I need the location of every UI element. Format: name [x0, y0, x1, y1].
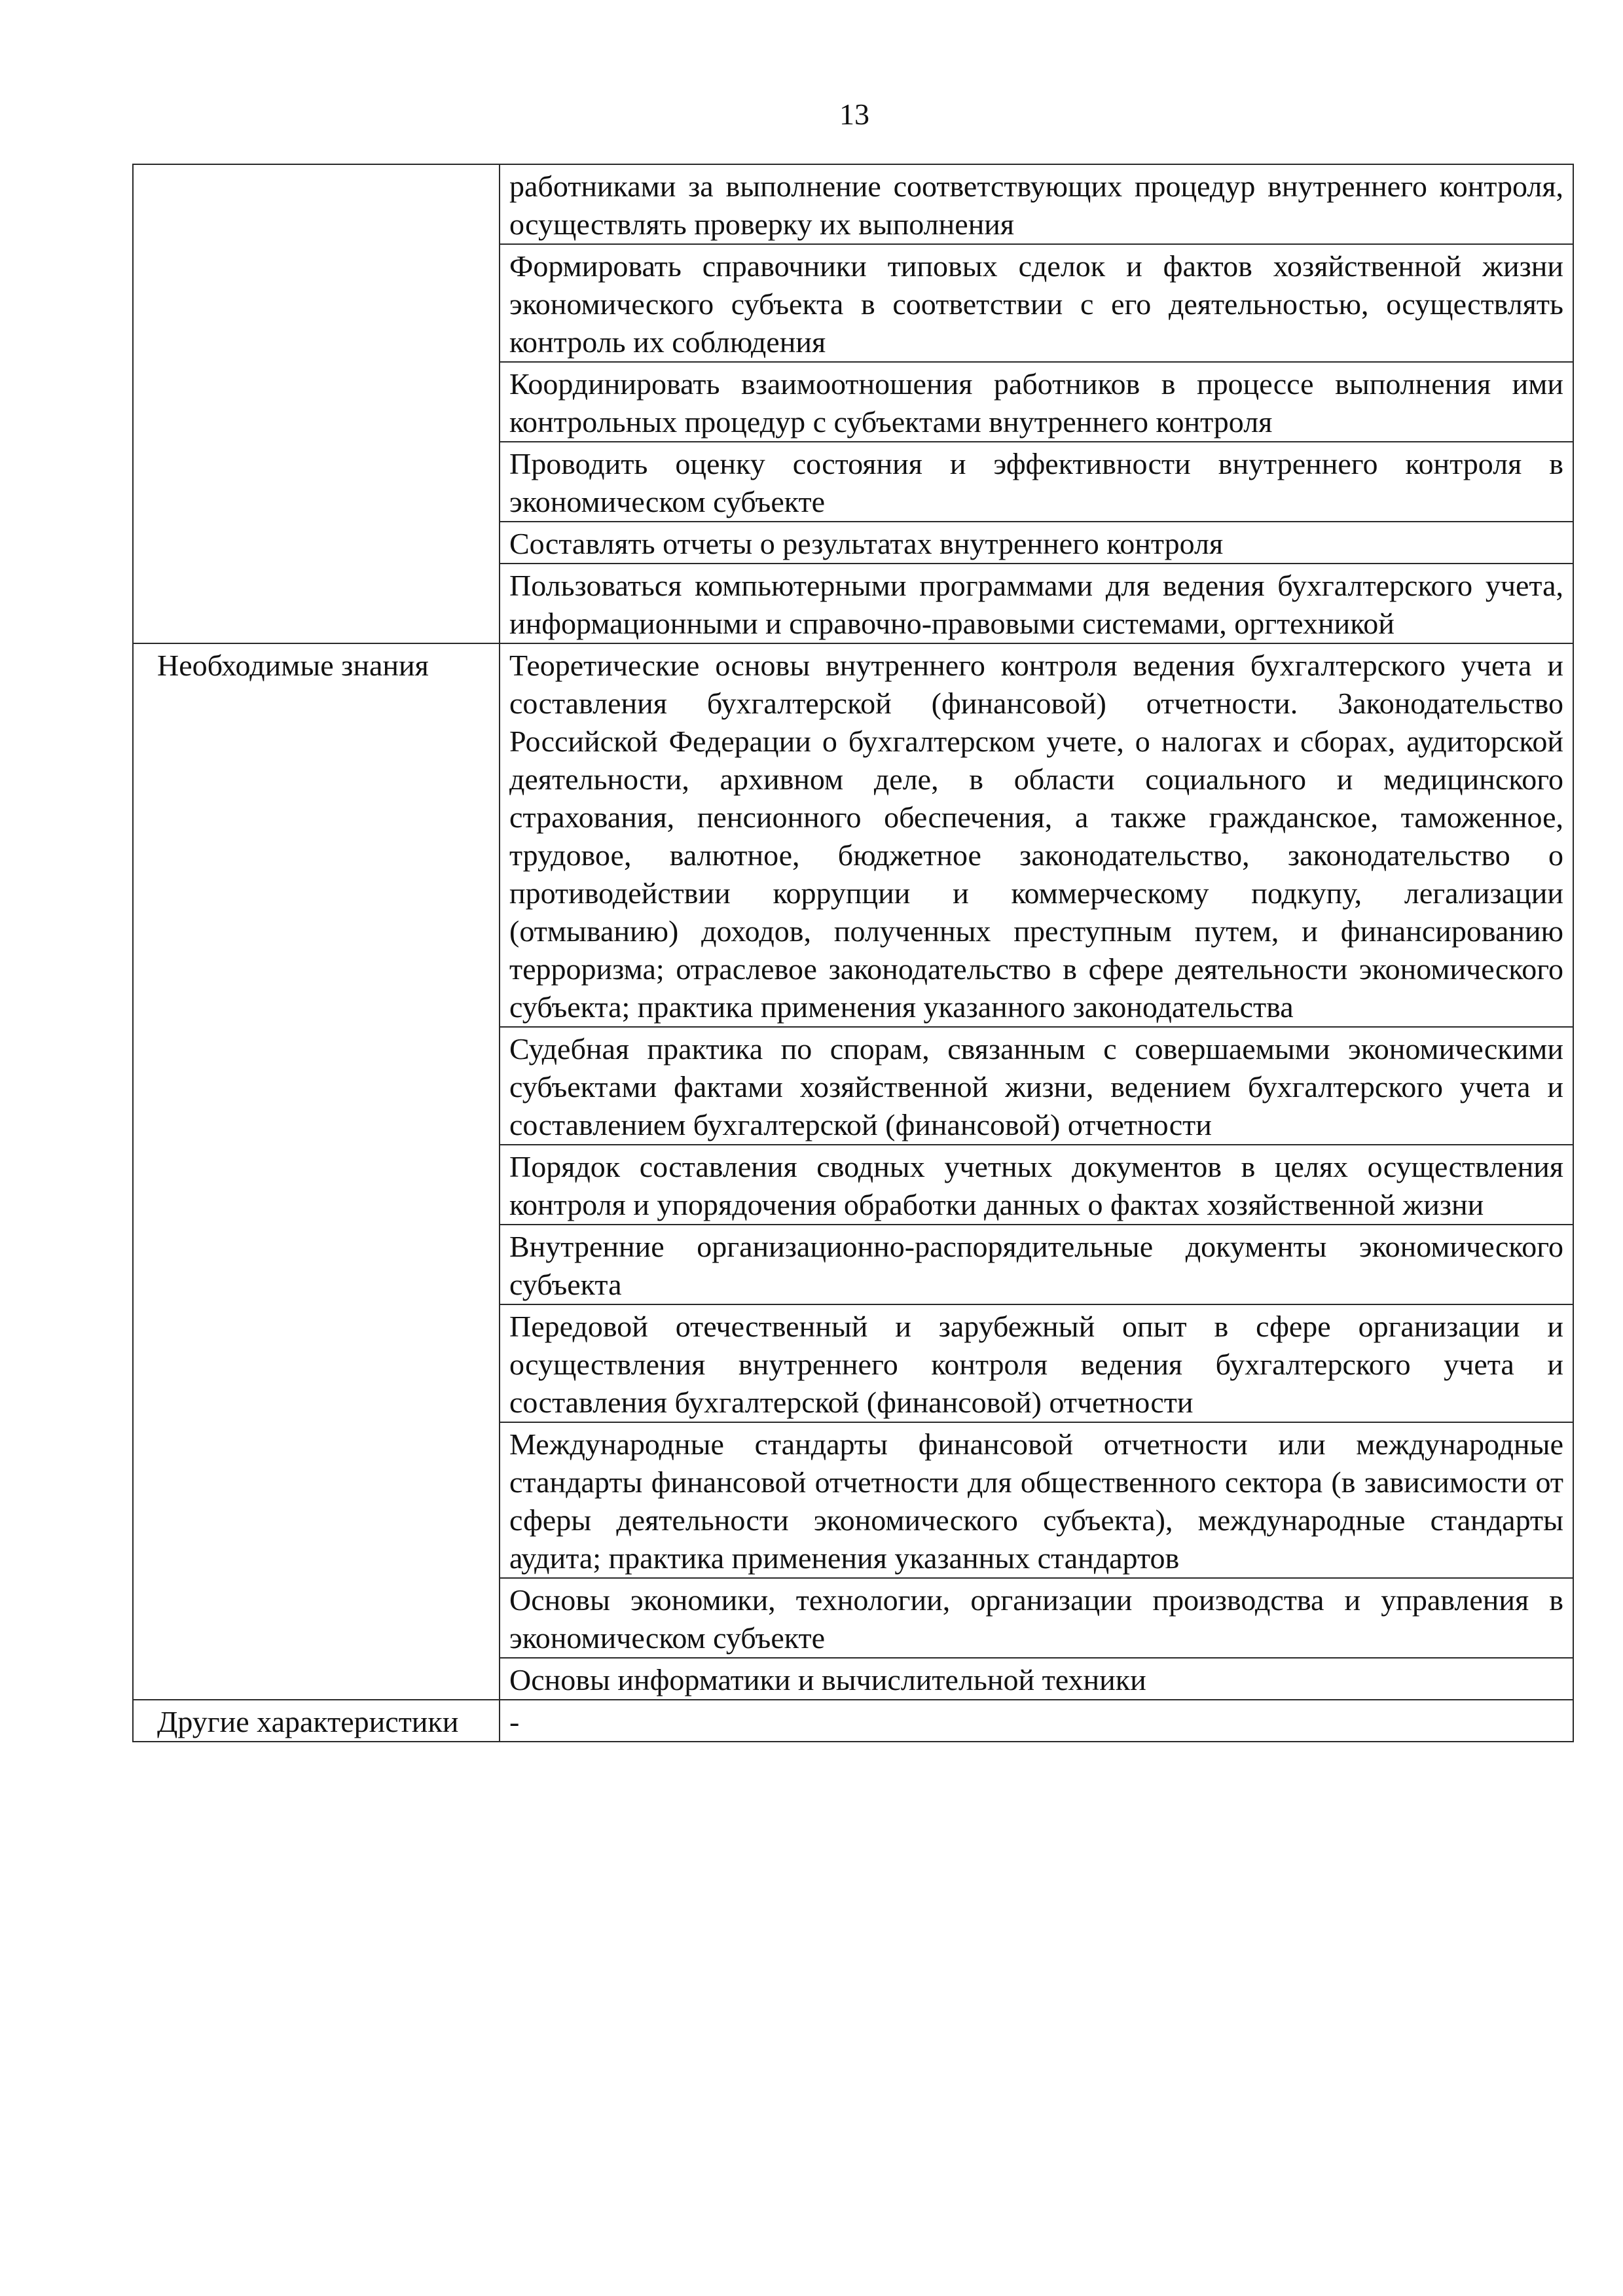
label-cell-empty [133, 244, 500, 362]
skill-cell: Пользоваться компьютерными программами для ведения бухгалтерского учета, информационными и справочно-правовыми системами, оргтехникой [500, 564, 1573, 643]
table-row [133, 1145, 1573, 1225]
table-row [133, 564, 1573, 643]
skill-cell: Составлять отчеты о результатах внутреннего контроля [500, 522, 1573, 564]
table-row [133, 1225, 1573, 1304]
label-cell-empty [133, 1304, 500, 1422]
standard-table [132, 164, 1574, 1742]
knowledge-cell: Теоретические основы внутреннего контроля ведения бухгалтерского учета и составления бухгалтерской (финансовой) отчетности. Законодательство Российской Федерации о бухгалтерском учете, о налогах и сборах, аудиторской деятельности, архивном деле, в области социального и медицинского страхования, пенсионного обеспечения, а также гражданское, таможенное, трудовое, валютное, бюджетное законодательство, законодательство о противодействии коррупции и коммерческому подкупу, легализации (отмыванию) доходов, полученных преступным путем, и финансированию терроризма; отраслевое законодательство в сфере деятельности экономического субъекта; практика применения указанного законодательства [500, 643, 1573, 1027]
other-characteristics-value: - [500, 1700, 1573, 1742]
skill-cell: работниками за выполнение соответствующих процедур внутреннего контроля, осуществлять проверку их выполнения [500, 164, 1573, 244]
table-row [133, 1422, 1573, 1578]
knowledge-cell: Международные стандарты финансовой отчетности или международные стандарты финансовой отчетности для общественного сектора (в зависимости от сферы деятельности экономического субъекта), международные стандарты аудита; практика применения указанных стандартов [500, 1422, 1573, 1578]
label-cell-empty [133, 1225, 500, 1304]
table-row [133, 1578, 1573, 1658]
knowledge-cell: Судебная практика по спорам, связанным с совершаемыми экономическими субъектами фактами хозяйственной жизни, ведением бухгалтерского учета и составлением бухгалтерской (финансовой) отчетности [500, 1027, 1573, 1145]
table-row [133, 1027, 1573, 1145]
table-row [133, 1304, 1573, 1422]
knowledge-label: Необходимые знания [133, 643, 500, 1027]
table-row [133, 362, 1573, 442]
knowledge-cell: Основы информатики и вычислительной техники [500, 1658, 1573, 1700]
table-row [133, 164, 1573, 244]
skill-cell: Проводить оценку состояния и эффективности внутреннего контроля в экономическом субъекте [500, 442, 1573, 522]
table-row [133, 1658, 1573, 1700]
knowledge-cell: Основы экономики, технологии, организации производства и управления в экономическом субъекте [500, 1578, 1573, 1658]
label-cell-empty [133, 1145, 500, 1225]
label-cell-empty [133, 164, 500, 244]
label-cell-empty [133, 1027, 500, 1145]
table-row [133, 1700, 1573, 1742]
label-cell-empty [133, 1658, 500, 1700]
label-cell-empty [133, 1578, 500, 1658]
page-number: 13 [839, 98, 869, 131]
knowledge-cell: Порядок составления сводных учетных документов в целях осуществления контроля и упорядочения обработки данных о фактах хозяйственной жизни [500, 1145, 1573, 1225]
label-cell-empty [133, 1422, 500, 1578]
knowledge-cell: Внутренние организационно-распорядительные документы экономического субъекта [500, 1225, 1573, 1304]
table-row [133, 442, 1573, 522]
other-characteristics-label: Другие характеристики [133, 1700, 500, 1742]
label-cell-empty [133, 362, 500, 442]
label-cell-empty [133, 522, 500, 564]
table-row [133, 643, 1573, 1027]
table-row [133, 522, 1573, 564]
label-cell-empty [133, 442, 500, 522]
skill-cell: Координировать взаимоотношения работников в процессе выполнения ими контрольных процедур с субъектами внутреннего контроля [500, 362, 1573, 442]
skill-cell: Формировать справочники типовых сделок и фактов хозяйственной жизни экономического субъекта в соответствии с его деятельностью, осуществлять контроль их соблюдения [500, 244, 1573, 362]
label-cell-empty [133, 564, 500, 643]
knowledge-cell: Передовой отечественный и зарубежный опыт в сфере организации и осуществления внутреннего контроля ведения бухгалтерского учета и составления бухгалтерской (финансовой) отчетности [500, 1304, 1573, 1422]
table-row [133, 244, 1573, 362]
